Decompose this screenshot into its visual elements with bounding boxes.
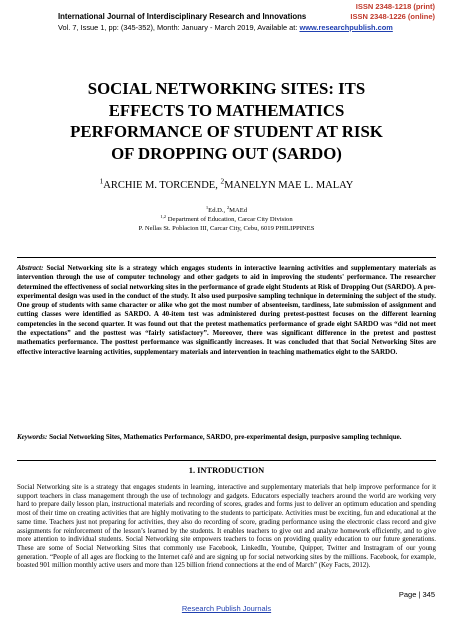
keywords-label: Keywords: <box>17 433 48 441</box>
abstract-bottom-rule <box>17 460 436 461</box>
title-line: EFFECTS TO MATHEMATICS <box>108 100 345 120</box>
abstract-label: Abstract: <box>17 264 44 272</box>
degree-text: Ed.D., <box>208 207 227 214</box>
affiliation-sup: 1,2 <box>160 213 167 219</box>
author-list <box>20 176 433 191</box>
author-sup: 2 <box>220 176 225 186</box>
website-link[interactable]: www.researchpublish.com <box>299 23 393 32</box>
author-sup: 1 <box>99 176 104 186</box>
author-name: ARCHIE M. TORCENDE, <box>103 180 221 191</box>
keywords-text: Social Networking Sites, Mathematics Performance, SARDO, pre-experimental design, purposive sampling technique. <box>47 433 402 441</box>
footer-journal-link[interactable]: Research Publish Journals <box>181 604 272 613</box>
author-degrees <box>20 204 433 214</box>
volume-info-line <box>58 23 393 32</box>
keywords <box>17 433 436 442</box>
degree-sup: 1 <box>205 204 209 210</box>
section-heading: 1. INTRODUCTION <box>188 466 265 475</box>
page-number: Page | 345 <box>398 590 435 599</box>
abstract-text: Social Networking site is a strategy which engages students in interactive learning activities and supplementary materials as intervention through the use of computer technology and other gadgets to aid in improving the students' performance. The researcher determined the effectiveness of social networking sites in the performance of grade eight Students at Risk of Dropping Out (SARDO). A pre-experimental design was used in the conduct of the study. It also used purposive sampling technique in determining the subject of the study. One group of students with same character or alike who got the most number of absenteeism, tardiness, late submission of assignment and cutting classes were identified as SARDO. A 40-item test was administered during pretest-posttest focuses on the different learning competencies in the second quarter. It was found out that the pretest mathematics performance of grade eight SARDO was “did not meet the expectations” and the posttest was “fairly satisfactory”. Moreover, there was significant difference in the pretest and posttest mathematics performance. The posttest performance was significantly increases. It was concluded that that Social Networking Sites are effective interactive learning activities, supplementary materials and intervention in teaching mathematics eight to the SARDO. <box>17 264 436 356</box>
paper-title <box>20 78 433 164</box>
title-line: OF DROPPING OUT (SARDO) <box>111 143 342 163</box>
volume-info: Vol. 7, Issue 1, pp: (345-352), Month: January - March 2019, Available at: <box>58 23 298 32</box>
affiliation-address: P. Nellas St. Poblacion III, Carcar City, Cebu, 6019 PHILIPPINES <box>138 225 315 232</box>
degree-sup: 2 <box>226 204 230 210</box>
issn-online: ISSN 2348-1226 (online) <box>350 12 435 21</box>
degree-text: MAEd <box>229 207 248 214</box>
title-line: PERFORMANCE OF STUDENT AT RISK <box>70 122 383 141</box>
abstract <box>17 264 436 357</box>
department-text: Department of Education, Carcar City Division <box>166 216 293 223</box>
author-name: MANELYN MAE L. MALAY <box>224 180 354 191</box>
journal-name: International Journal of Interdisciplinary Research and Innovations <box>58 12 307 21</box>
title-line: SOCIAL NETWORKING SITES: ITS <box>87 79 366 98</box>
issn-print: ISSN 2348-1218 (print) <box>355 2 435 11</box>
affiliation-department <box>20 213 433 223</box>
introduction-body: Social Networking site is a strategy that engages students in learning, interactive and supplementary materials that help improve performance for it support teachers in class management through the use of technology and gadgets. Educators especially teachers around the world are working very hard to prepare daily lesson plan, instructional materials and recording of scores, grades and forms just to deliver an optimum education and spending most of their time on creating activities that are highly motivating to the students to participate. Activities must be exciting, fun and educational at the same time. Teachers just not preparing for activities, they also do recording of score, grading performance using the electronic class record and give assignments for reinforcement of the lesson’s learned by the students. It enables teachers to give out and analyze homework efficiently, and to give more attention to individual students. Social Networking site empowers teachers to focus on providing quality education to our future generations. These are some of Social Networking Sites that commonly use Facebook, LinkedIn, Youtube, Quipper, Twitter and Instragram of our young generation. “People of all ages are flocking to the Internet café and are signing up for social networking sites by the millions. Facebook, for example, boasted 901 million monthly active users and more than 125 billion friend connections at the end of March” (Key Facts, 2012). <box>17 483 436 570</box>
abstract-top-rule <box>17 257 436 258</box>
